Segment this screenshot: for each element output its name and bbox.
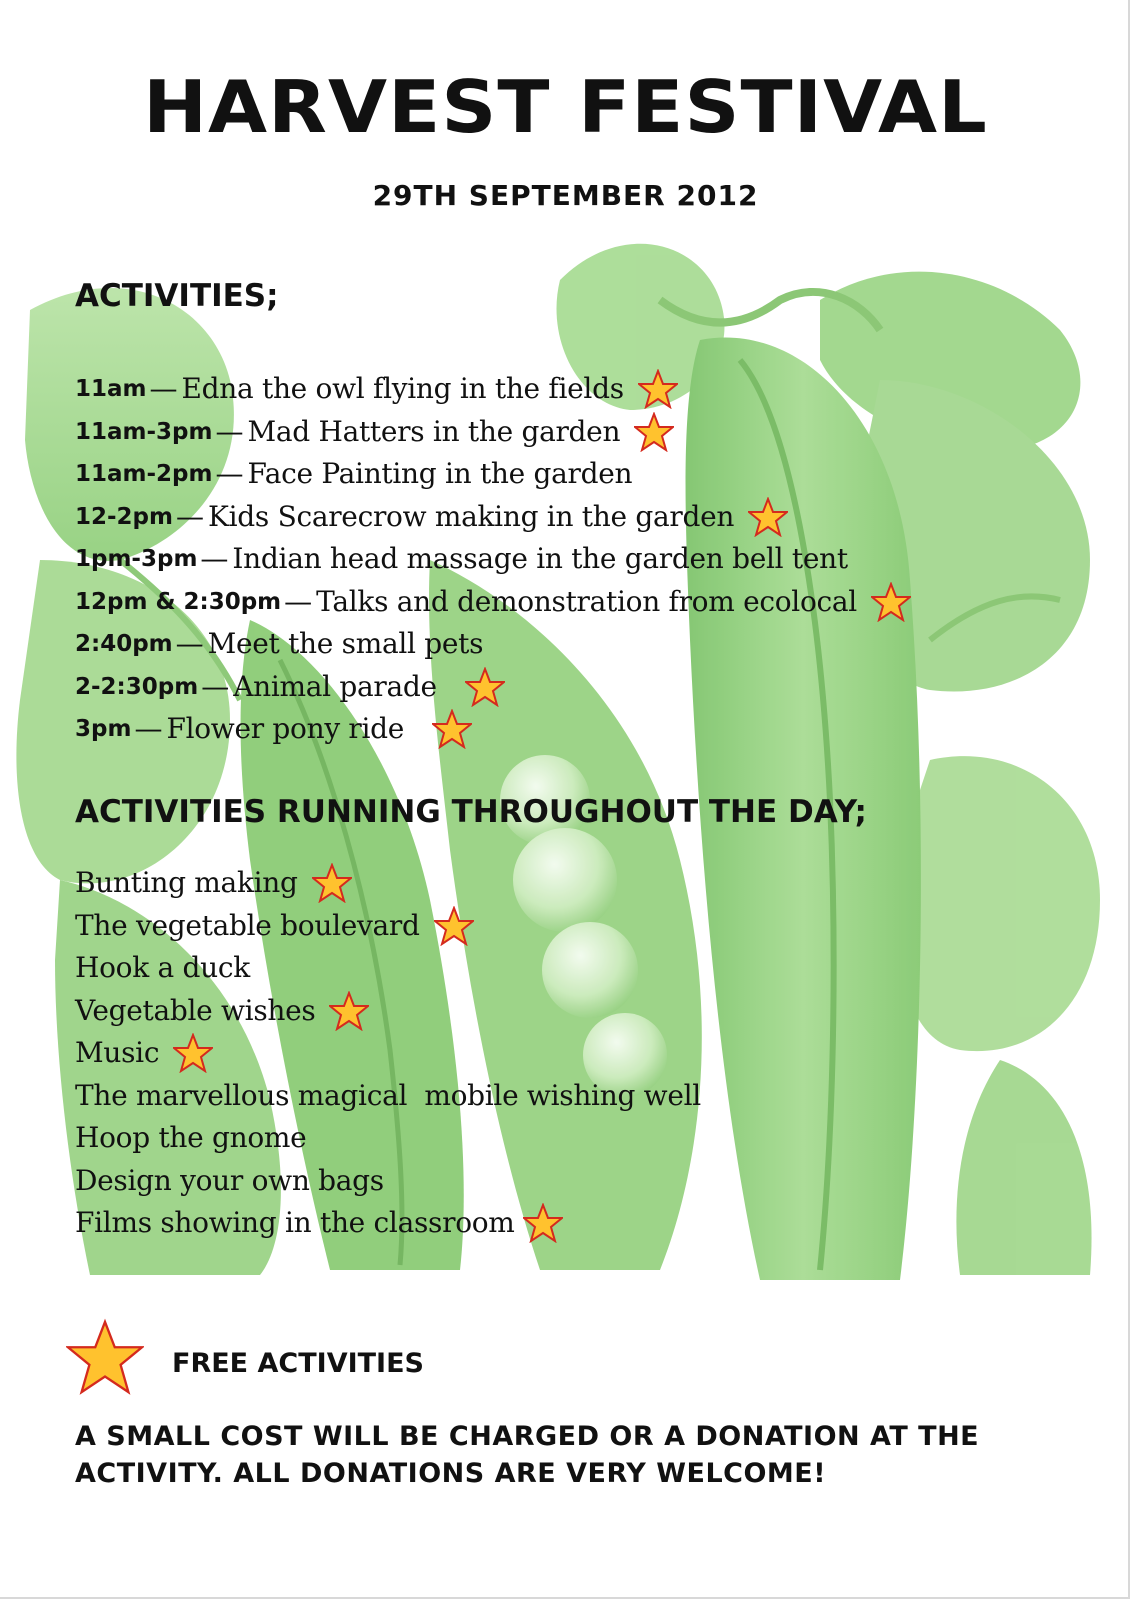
star-icon [634, 412, 674, 452]
activities-schedule [75, 368, 911, 751]
star-icon [638, 369, 678, 409]
activity-text: Indian head massage in the garden bell tent [232, 542, 848, 575]
list-item [75, 708, 911, 751]
right-lower-leaf [897, 756, 1100, 1051]
poster-title: HARVEST FESTIVAL [143, 65, 988, 149]
activity-time: 11am [75, 376, 147, 402]
list-item [75, 496, 911, 539]
dash: — [175, 627, 204, 660]
list-item [75, 666, 911, 709]
star-icon [871, 582, 911, 622]
list-item [75, 581, 911, 624]
activity-text: Music [75, 1036, 160, 1069]
star-icon [312, 863, 352, 903]
list-item [75, 1160, 701, 1203]
dash: — [134, 712, 163, 745]
activity-text: The vegetable boulevard [75, 908, 420, 942]
list-item [75, 1117, 701, 1160]
star-icon [523, 1203, 563, 1243]
activity-time: 2:40pm [75, 631, 173, 657]
donation-notice: A SMALL COST WILL BE CHARGED OR A DONATION AT THE ACTIVITY. ALL DONATIONS ARE VERY WELCOME! [75, 1421, 980, 1489]
list-item [75, 623, 911, 666]
dash: — [149, 372, 178, 405]
activity-text: Hook a duck [75, 951, 250, 984]
star-icon [173, 1033, 213, 1073]
list-item [75, 453, 911, 496]
activity-time: 3pm [75, 716, 132, 742]
star-icon [465, 667, 505, 707]
activity-text: Kids Scarecrow making in the garden [208, 499, 735, 533]
activity-text: Talks and demonstration from ecolocal [316, 584, 857, 618]
activity-text: Hoop the gnome [75, 1121, 307, 1154]
activity-time: 2-2:30pm [75, 673, 199, 700]
list-item [75, 1032, 701, 1075]
list-item [75, 1075, 701, 1118]
activity-time: 12-2pm [75, 503, 173, 530]
event-date: 29TH SEPTEMBER 2012 [372, 179, 759, 212]
list-item [75, 905, 701, 948]
legend-star-icon [66, 1318, 144, 1396]
activity-text: Films showing in the classroom [75, 1206, 515, 1239]
dash: — [215, 414, 244, 448]
lower-right-pod [956, 1060, 1091, 1275]
all-day-activities [75, 862, 701, 1245]
activity-text: Animal parade [233, 669, 437, 703]
all-day-heading: ACTIVITIES RUNNING THROUGHOUT THE DAY; [75, 794, 867, 830]
list-item [75, 947, 701, 990]
dash: — [201, 669, 230, 703]
activity-text: Design your own bags [75, 1163, 384, 1197]
activity-text: Vegetable wishes [75, 993, 316, 1027]
list-item [75, 368, 911, 411]
list-item [75, 1202, 701, 1245]
list-item [75, 862, 701, 905]
dash: — [176, 499, 204, 533]
activity-time: 11am-3pm [75, 418, 213, 445]
activity-text: Edna the owl flying in the fields [181, 372, 624, 405]
dash: — [200, 542, 229, 575]
activities-heading: ACTIVITIES; [75, 278, 279, 314]
activity-text: Face Painting in the garden [247, 457, 633, 490]
activity-text: Mad Hatters in the garden [247, 414, 621, 448]
activity-time: 12pm & 2:30pm [75, 588, 282, 615]
list-item [75, 990, 701, 1033]
dash: — [284, 584, 313, 618]
activity-text: Bunting making [75, 866, 298, 899]
activity-text: Flower pony ride [166, 712, 405, 745]
star-icon [434, 906, 474, 946]
list-item [75, 411, 911, 454]
list-item [75, 538, 911, 581]
star-icon [329, 991, 369, 1031]
dash: — [215, 457, 244, 490]
activity-time: 11am-2pm [75, 461, 213, 487]
star-icon [748, 497, 788, 537]
activity-time: 1pm-3pm [75, 546, 198, 572]
activity-text: Meet the small pets [207, 627, 484, 660]
star-icon [432, 709, 472, 749]
legend-label: FREE ACTIVITIES [172, 1348, 424, 1379]
activity-text: The marvellous magical mobile wishing well [75, 1078, 701, 1112]
